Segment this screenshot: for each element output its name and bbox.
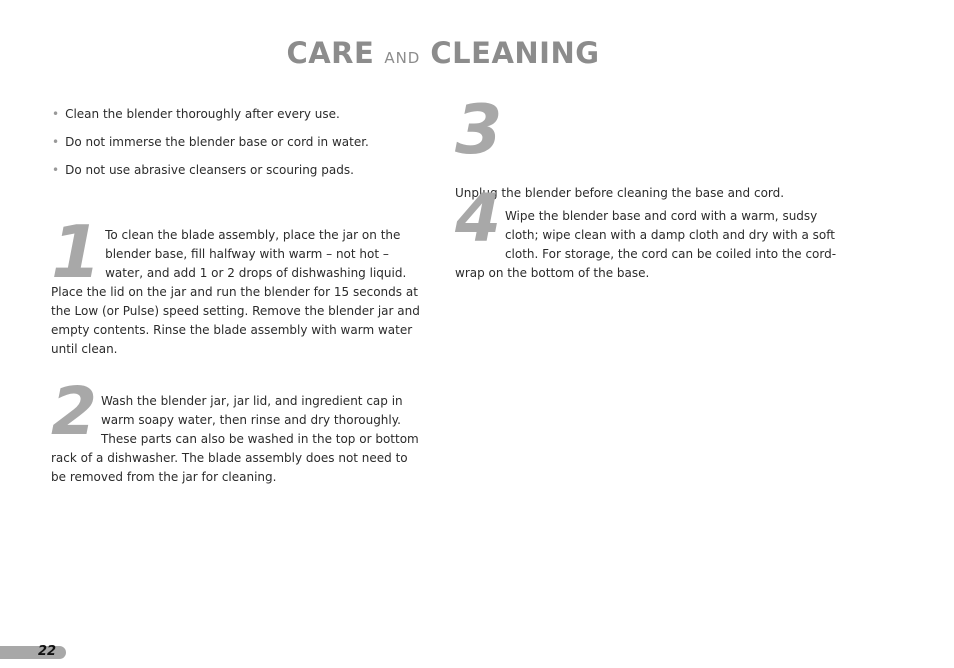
title-cleaning: CLEANING [430, 36, 600, 70]
title-and: AND [384, 49, 421, 67]
bullet-text: Clean the blender thoroughly after every use. [65, 107, 340, 121]
page-number: 22 [38, 644, 57, 659]
step-number: 3 [455, 91, 503, 170]
bullet-text: Do not use abrasive cleansers or scouring pads. [65, 163, 354, 177]
step-text: Wash the blender jar, jar lid, and ingredient cap in warm soapy water, then rinse and dry thoroughly. These parts can also be washed in the top or bottom rack of a dishwasher. The blade assembly does not need to be removed from the jar for cleaning. [51, 394, 419, 484]
bullet-icon: • [52, 107, 60, 121]
page-title [0, 36, 886, 70]
title-care: CARE [286, 36, 375, 70]
step-number: 2 [51, 373, 97, 450]
step-text: Unplug the blender before cleaning the base and cord. [455, 186, 785, 201]
step-1 [51, 210, 421, 359]
list-item [52, 162, 369, 190]
step-number: 4 [455, 180, 501, 257]
step-text: Wipe the blender base and cord with a warm, sudsy cloth; wipe clean with a damp cloth and dry with a soft cloth. For storage, the cord can be coiled into the cord-wrap on the bottom of the base. [455, 209, 837, 280]
page-number-bar [0, 646, 66, 659]
bullet-list [52, 106, 369, 190]
step-3 [455, 91, 835, 203]
step-number: 1 [51, 210, 102, 294]
step-2 [51, 373, 426, 487]
bullet-icon: • [52, 135, 60, 149]
bullet-text: Do not immerse the blender base or cord in water. [65, 135, 369, 149]
list-item [52, 134, 369, 162]
list-item [52, 106, 369, 134]
step-text: To clean the blade assembly, place the jar on the blender base, fill halfway with warm – not hot – water, and add 1 or 2 drops of dishwashing liquid. Place the lid on the jar and run the blender for 15 seconds at the Low (or Pulse) speed setting. Remove the blender jar and empty contents. Rinse the blade assembly with warm water until clean. [51, 228, 420, 356]
bullet-icon: • [52, 163, 60, 177]
